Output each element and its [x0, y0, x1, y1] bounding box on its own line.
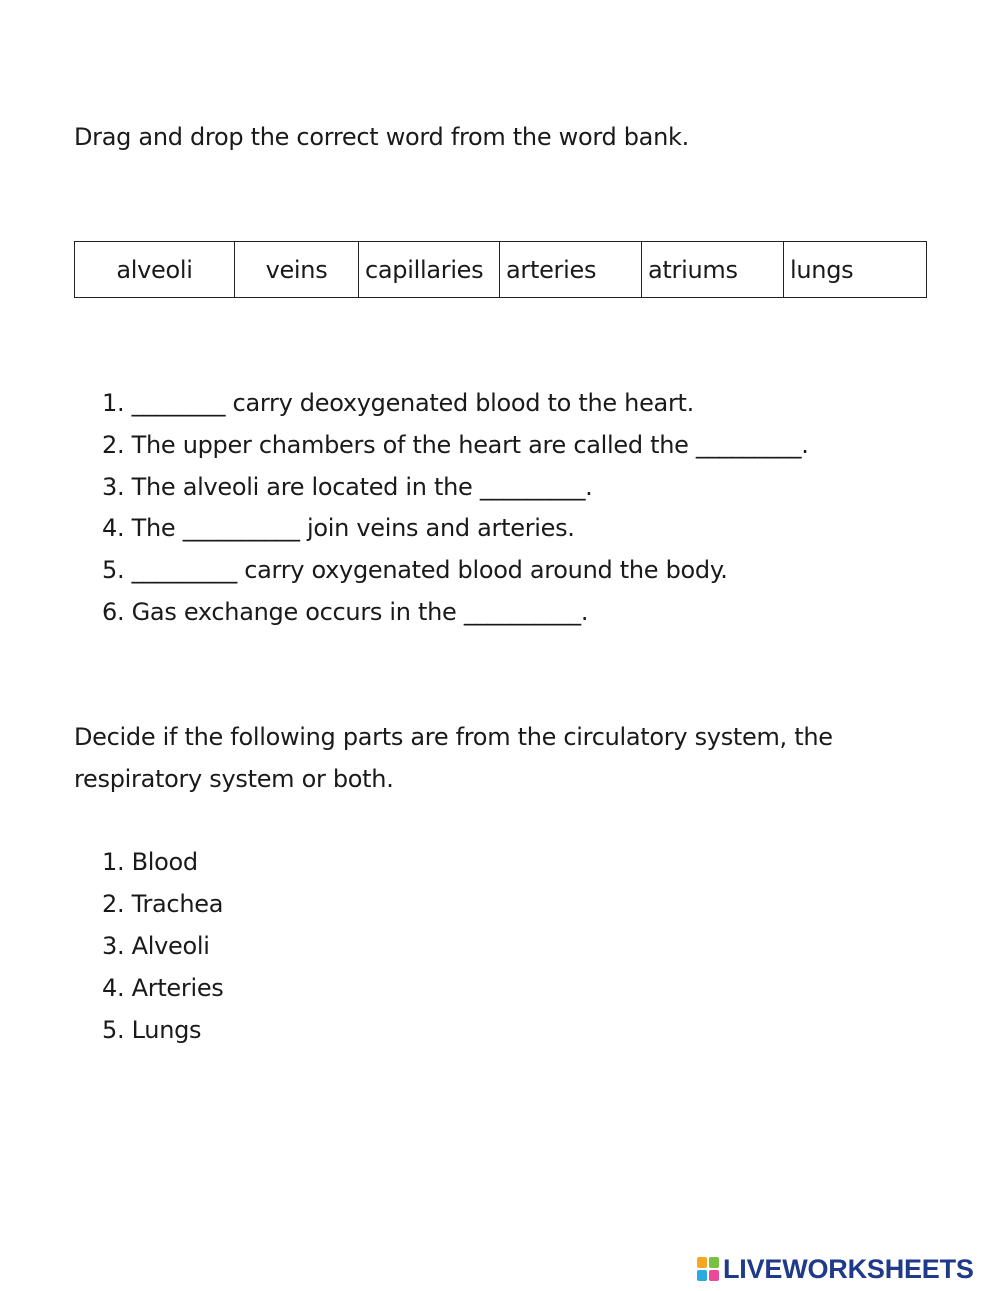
instruction-decide-line-2: respiratory system or both.	[74, 765, 394, 793]
fill-question-1: 1. ________ carry deoxygenated blood to the heart.	[102, 389, 694, 417]
fill-question-4: 4. The __________ join veins and arteries.	[102, 514, 575, 542]
block-4	[709, 1270, 719, 1281]
instruction-decide-line-1: Decide if the following parts are from the circulatory system, the	[74, 723, 833, 751]
word-bank-item-atriums[interactable]: atriums	[642, 242, 784, 298]
block-3	[697, 1270, 707, 1281]
instruction-drag-drop: Drag and drop the correct word from the word bank.	[74, 123, 689, 151]
part-item-blood: 1. Blood	[102, 848, 198, 876]
liveworksheets-wordmark: LIVEWORKSHEETS	[723, 1253, 974, 1284]
part-item-lungs: 5. Lungs	[102, 1016, 202, 1044]
liveworksheets-logo	[697, 1254, 974, 1284]
fill-question-2: 2. The upper chambers of the heart are called the _________.	[102, 431, 809, 459]
fill-question-6: 6. Gas exchange occurs in the __________.	[102, 598, 589, 626]
block-1	[697, 1257, 707, 1268]
block-2	[709, 1257, 719, 1268]
liveworksheets-blocks-icon	[697, 1257, 719, 1281]
word-bank-item-capillaries[interactable]: capillaries	[359, 242, 500, 298]
fill-question-3: 3. The alveoli are located in the _________.	[102, 473, 593, 501]
part-item-arteries: 4. Arteries	[102, 974, 224, 1002]
word-bank-item-arteries[interactable]: arteries	[500, 242, 642, 298]
word-bank-item-veins[interactable]: veins	[235, 242, 359, 298]
word-bank-item-alveoli[interactable]: alveoli	[75, 242, 235, 298]
word-bank-item-lungs[interactable]: lungs	[784, 242, 927, 298]
part-item-alveoli: 3. Alveoli	[102, 932, 210, 960]
word-bank-table	[74, 241, 927, 298]
fill-question-5: 5. _________ carry oxygenated blood around the body.	[102, 556, 728, 584]
part-item-trachea: 2. Trachea	[102, 890, 224, 918]
